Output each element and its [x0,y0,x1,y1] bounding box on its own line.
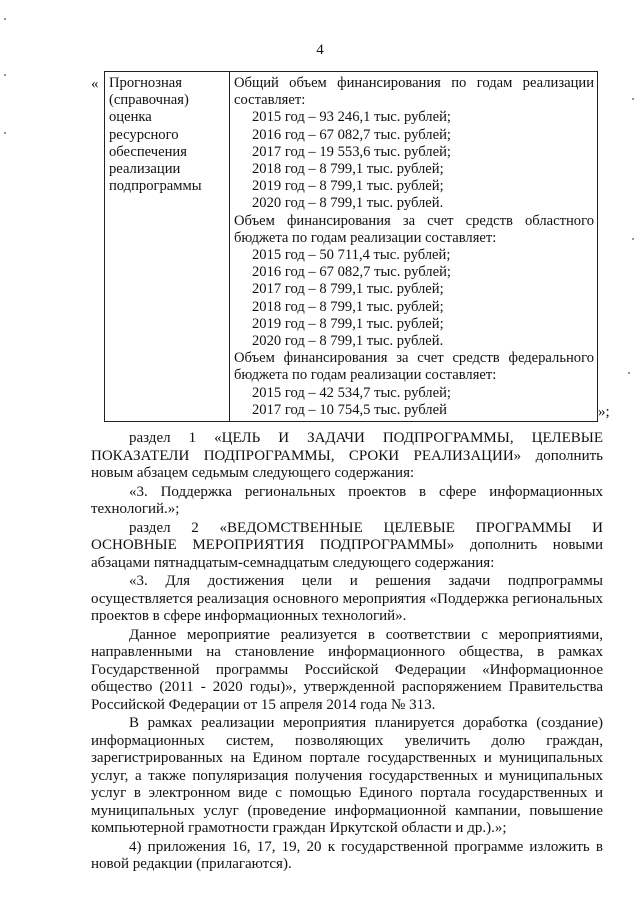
total-heading-line: составляет: [234,92,306,109]
label-line: реализации [109,161,181,178]
total-year-line: 2015 год – 93 246,1 тыс. рублей; [252,109,451,126]
scan-speck [4,18,6,20]
federal-heading-line: бюджета по годам реализации составляет: [234,367,497,384]
table-row [105,72,598,422]
federal-heading-line: Объем финансирования за счет средств федерального [234,350,594,367]
total-year-line: 2020 год – 8 799,1 тыс. рублей. [252,195,444,212]
federal-year-line: 2015 год – 42 534,7 тыс. рублей; [252,384,451,401]
amendment-text [91,430,603,875]
total-year-line: 2019 год – 8 799,1 тыс. рублей; [252,178,444,195]
total-year-line: 2017 год – 19 553,6 тыс. рублей; [252,143,451,160]
table-label-cell [105,72,230,422]
regional-year-line: 2019 год – 8 799,1 тыс. рублей; [252,315,444,332]
regional-year-line: 2018 год – 8 799,1 тыс. рублей; [252,298,444,315]
scan-speck [632,238,634,240]
closing-quote-mark: »; [598,404,610,420]
label-line: подпрограммы [109,178,202,195]
regional-heading-line: Объем финансирования за счет средств областного [234,212,594,229]
scan-speck [632,98,634,100]
paragraph-appendices: 4) приложения 16, 17, 19, 20 к государственной программе изложить в новой редакции (прилагаются). [91,838,603,872]
regional-heading-line: бюджета по годам реализации составляет: [234,229,497,246]
regional-year-line: 2016 год – 67 082,7 тыс. рублей; [252,264,451,281]
scan-speck [4,132,6,134]
total-year-line: 2018 год – 8 799,1 тыс. рублей; [252,161,444,178]
paragraph-measure: «3. Для достижения цели и решения задачи подпрограммы осуществляется реализация основного мероприятия «Поддержка региональных проектов в сфере информационных технологий». [91,573,603,624]
paragraph-implementation: В рамках реализации мероприятия планируется доработка (создание) информационных систем, позволяющих увеличить долю граждан, зарегистрированных на Едином портале государственных и муниципальных услуг, а также популяризация получения государственных и муниципальных услуг в электронном виде с помощью Единого портала государственных и муниципальных услуг (проведение информационной кампании, повышение компьютерной грамотности граждан Иркутской области и др.).»; [91,715,603,836]
label-line: обеспечения [109,143,187,160]
total-heading-line: Общий объем финансирования по годам реализации [234,75,594,91]
table-value-cell [230,72,598,422]
paragraph-quote-3: «3. Поддержка региональных проектов в сфере информационных технологий.»; [91,483,603,517]
regional-year-line: 2015 год – 50 711,4 тыс. рублей; [252,247,451,264]
total-year-line: 2016 год – 67 082,7 тыс. рублей; [252,126,451,143]
label-line: Прогнозная [109,75,182,91]
label-line: оценка [109,109,152,126]
page-number: 4 [316,42,324,58]
financing-table [104,71,598,422]
opening-quote-mark: « [91,76,99,92]
paragraph-program: Данное мероприятие реализуется в соответствии с мероприятиями, направленными на становление информационного общества, в рамках Государственной программы Российской Федерации «Информационное общество (2011 - 2020 годы)», утвержденной распоряжением Правительства Российской Федерации от 15 апреля 2014 года № 313. [91,626,603,713]
scan-speck [4,74,6,76]
label-line: (справочная) [109,92,189,109]
regional-year-line: 2017 год – 8 799,1 тыс. рублей; [252,281,444,298]
scan-speck [628,372,630,374]
paragraph-section-1: раздел 1 «ЦЕЛЬ И ЗАДАЧИ ПОДПРОГРАММЫ, ЦЕЛЕВЫЕ ПОКАЗАТЕЛИ ПОДПРОГРАММЫ, СРОКИ РЕАЛИЗАЦИИ» дополнить новым абзацем седьмым следующего содержания: [91,430,603,481]
label-line: ресурсного [109,126,179,143]
federal-year-line: 2017 год – 10 754,5 тыс. рублей [252,401,447,418]
paragraph-section-2: раздел 2 «ВЕДОМСТВЕННЫЕ ЦЕЛЕВЫЕ ПРОГРАММЫ И ОСНОВНЫЕ МЕРОПРИЯТИЯ ПОДПРОГРАММЫ» дополнить новыми абзацами пятнадцатым-семнадцатым следующего содержания: [91,519,603,571]
regional-year-line: 2020 год – 8 799,1 тыс. рублей. [252,333,444,350]
